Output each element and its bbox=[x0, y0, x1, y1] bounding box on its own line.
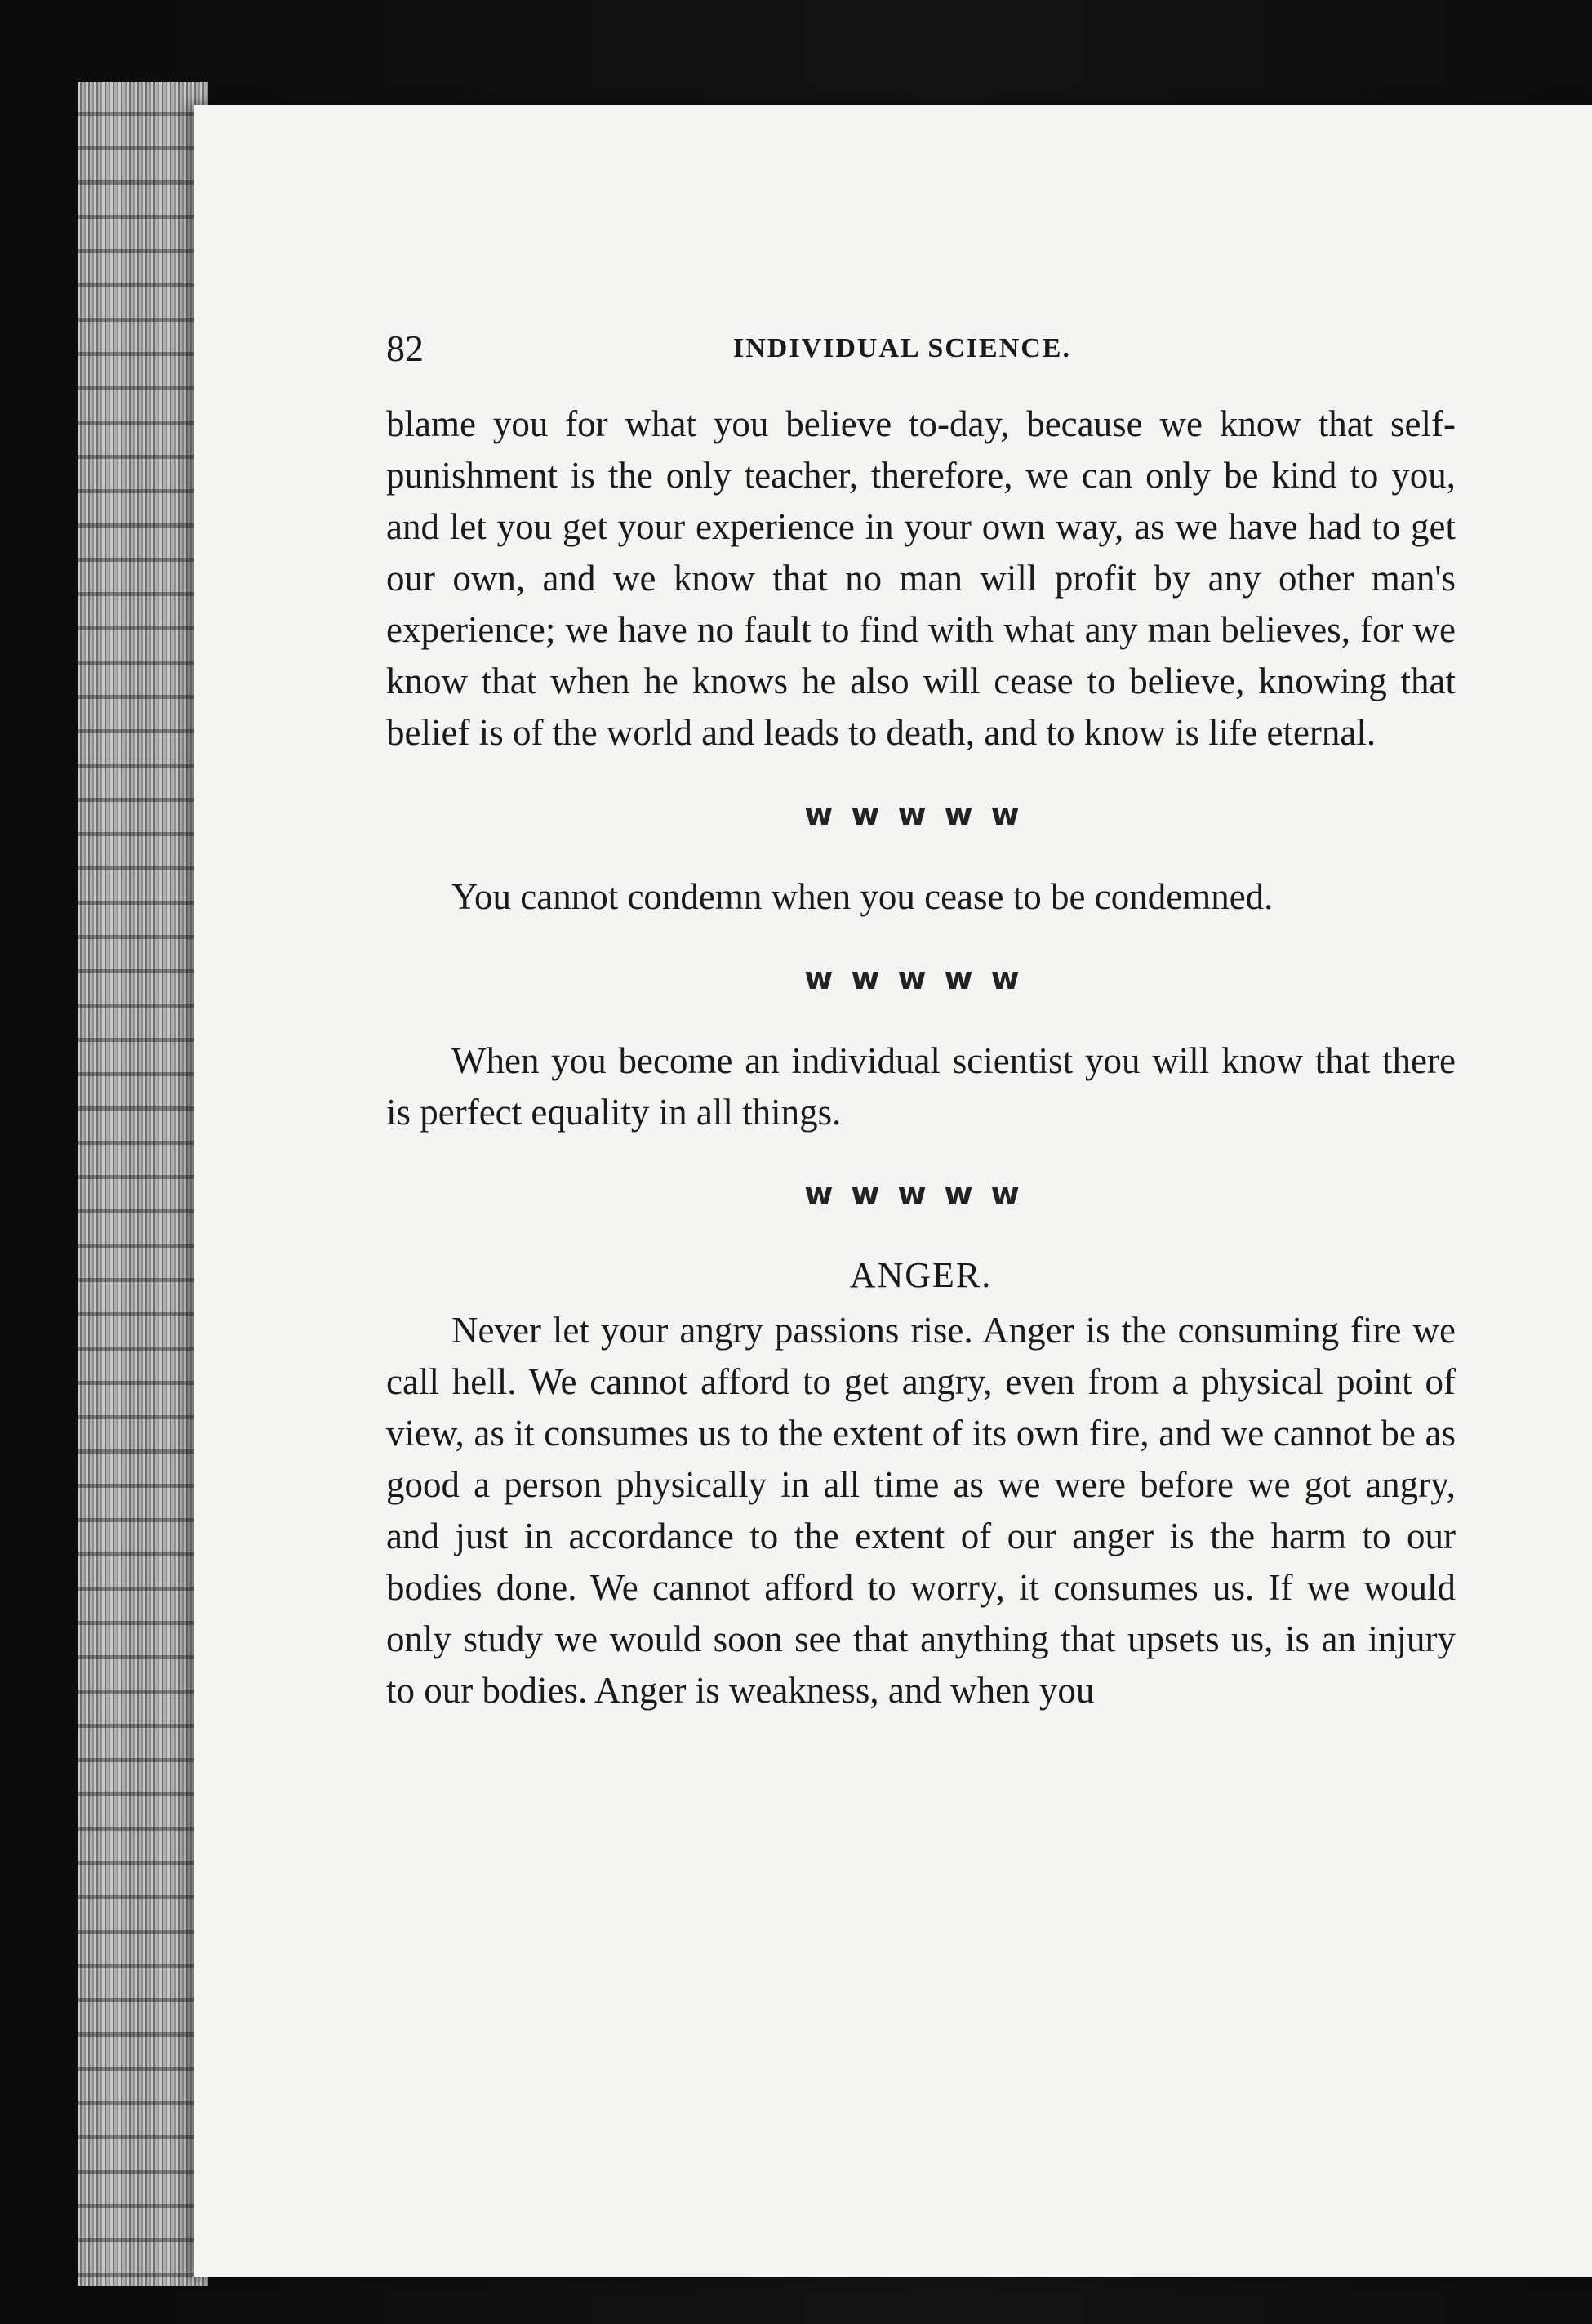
section-ornament: ᴡᴡᴡᴡᴡ bbox=[804, 796, 1038, 832]
paragraph-anger: Never let your angry passions rise. Anger is the consuming fire we call hell. We cannot afford to get angry, even from a physical point of view, as it consumes us to the extent of its own fire, and we cannot be as good a person physically in all time as we were before we got angry, and just in accordance to the extent of our anger is the harm to our bodies done. We cannot afford to worry, it consumes us. If we would only study we would soon see that anything that upsets us, is an injury to our bodies. Anger is weakness, and when you bbox=[386, 1310, 1456, 1711]
running-head bbox=[386, 327, 1456, 384]
page-content bbox=[386, 327, 1456, 1716]
running-title: INDIVIDUAL SCIENCE. bbox=[733, 333, 1071, 363]
page-number: 82 bbox=[386, 327, 424, 369]
section-ornament: ᴡᴡᴡᴡᴡ bbox=[804, 1176, 1038, 1212]
book-page bbox=[194, 105, 1592, 2277]
section-ornament: ᴡᴡᴡᴡᴡ bbox=[804, 960, 1038, 996]
book-page-edges bbox=[78, 82, 208, 2286]
paragraph-belief: blame you for what you believe to-day, because we know that self-punishment is the only teacher, therefore, we can only be kind to you, and let you get your experience in your own way, as we have had to get our own, and we know that no man will profit by any other man's experience; we have no fault to find with what any man believes, for we know that when he knows he also will cease to believe, knowing that belief is of the world and leads to death, and to know is life eternal. bbox=[386, 403, 1456, 753]
paragraph-condemn: You cannot condemn when you cease to be condemned. bbox=[451, 876, 1274, 917]
paragraph-equality: When you become an individual scientist you will know that there is perfect equality in all things. bbox=[386, 1040, 1456, 1133]
section-heading-anger: ANGER. bbox=[849, 1255, 993, 1295]
